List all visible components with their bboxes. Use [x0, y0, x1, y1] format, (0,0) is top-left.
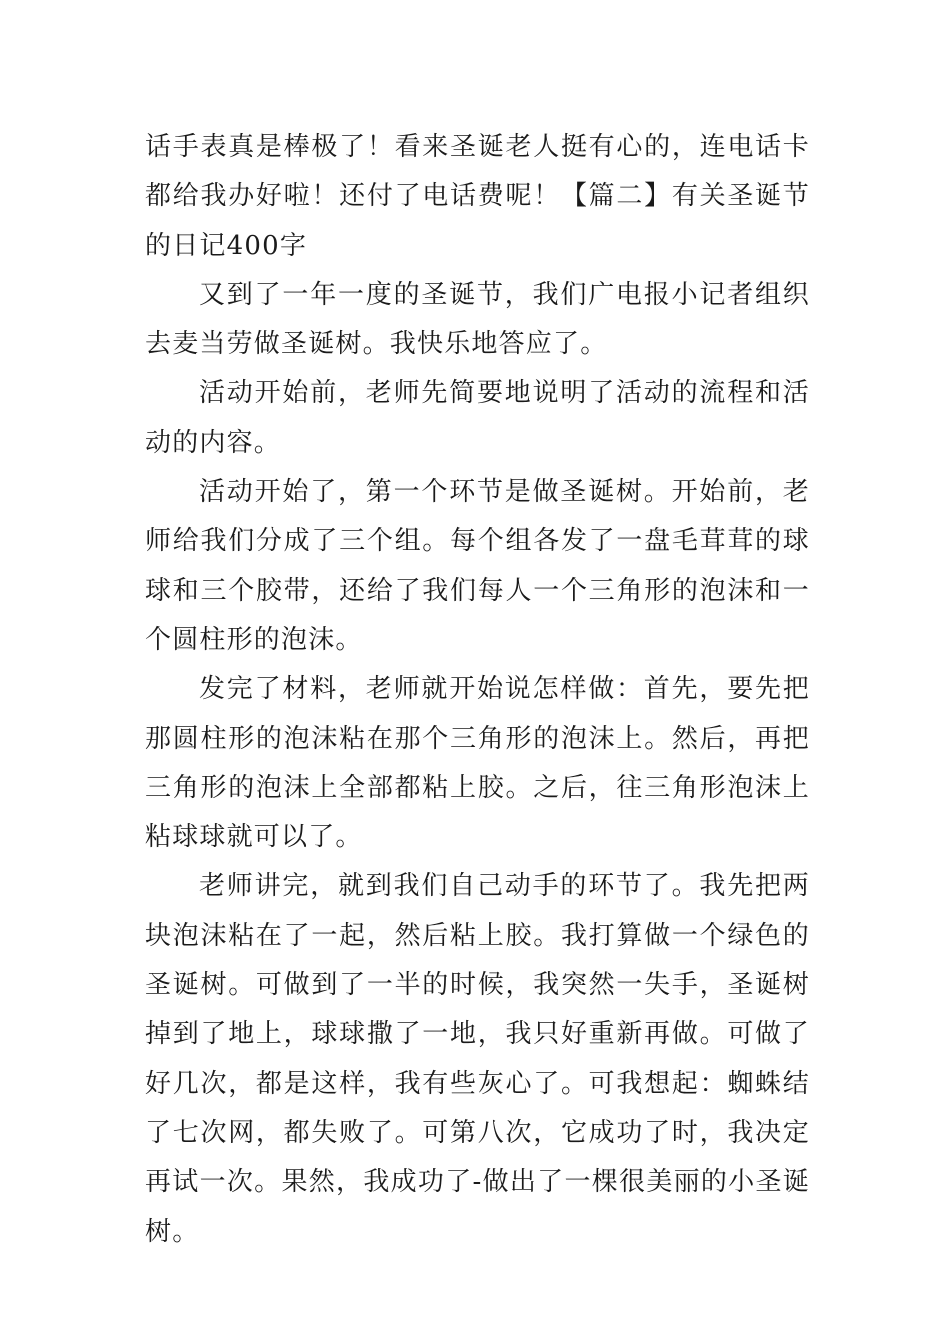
- paragraph-6: 老师讲完，就到我们自己动手的环节了。我先把两块泡沫粘在了一起，然后粘上胶。我打算做一个绿色的圣诞树。可做到了一半的时候，我突然一失手，圣诞树掉到了地上，球球撒了一地，我只好重新再做。可做了好几次，都是这样，我有些灰心了。可我想起：蜘蛛结了七次网，都失败了。可第八次，它成功了时，我决定再试一次。果然，我成功了-做出了一棵很美丽的小圣诞树。: [145, 871, 810, 1247]
- paragraph-1: 话手表真是棒极了！看来圣诞老人挺有心的，连电话卡都给我办好啦！还付了电话费呢！【篇二】有关圣诞节的日记400字: [145, 132, 810, 261]
- paragraph-4: 活动开始了，第一个环节是做圣诞树。开始前，老师给我们分成了三个组。每个组各发了一盘毛茸茸的球球和三个胶带，还给了我们每人一个三角形的泡沫和一个圆柱形的泡沫。: [145, 477, 810, 655]
- paragraph-3: 活动开始前，老师先简要地说明了活动的流程和活动的内容。: [145, 378, 810, 458]
- paragraph-2: 又到了一年一度的圣诞节，我们广电报小记者组织去麦当劳做圣诞树。我快乐地答应了。: [145, 279, 810, 360]
- paragraph-5: 发完了材料，老师就开始说怎样做：首先，要先把那圆柱形的泡沫粘在那个三角形的泡沫上。然后，再把三角形的泡沫上全部都粘上胶。之后，往三角形泡沫上粘球球就可以了。: [145, 674, 810, 853]
- body-text: [145, 123, 810, 1257]
